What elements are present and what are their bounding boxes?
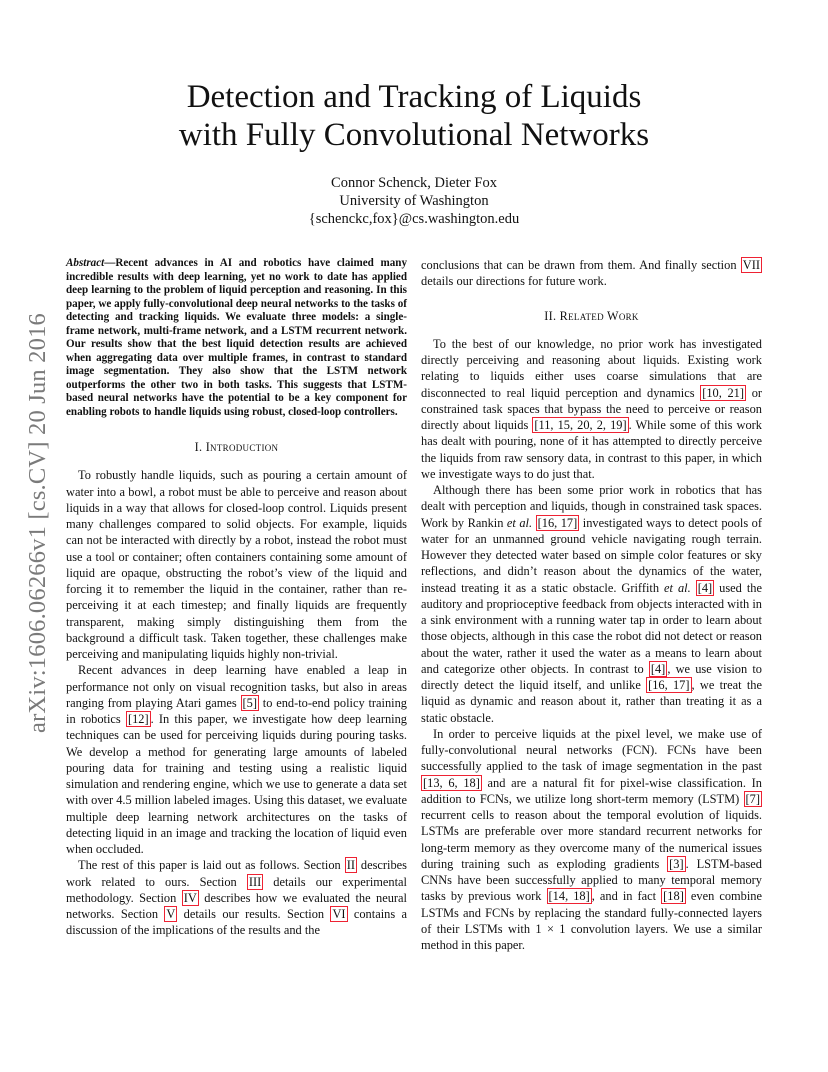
right-column (421, 257, 762, 953)
section-link[interactable]: V (166, 907, 176, 921)
citation-link[interactable]: [14, 18] (548, 889, 590, 904)
citation-link[interactable]: [16, 17] (537, 515, 578, 530)
citation-link[interactable]: [5] (242, 695, 257, 710)
section-heading-introduction: I. Introduction (194, 440, 279, 454)
citation-link[interactable]: [18] (663, 889, 684, 904)
citation-link[interactable]: [13, 6, 18] (423, 775, 480, 790)
arxiv-identifier-stamp (20, 288, 56, 758)
title-line-1: Detection and Tracking of Liquids (186, 79, 642, 115)
author-affiliation: University of Washington (339, 193, 489, 209)
author-email: {schenckc,fox}@cs.washington.edu (308, 211, 520, 227)
section-link[interactable]: II (346, 858, 355, 873)
citation-link[interactable]: [16, 17] (648, 678, 690, 692)
section-link[interactable]: VII (742, 258, 760, 272)
citation-link[interactable]: [4] (650, 661, 666, 676)
intro-paragraph-3: The rest of this paper is laid out as follows. Section II describes work related to ours. Section III details our experimental methodology. Section IV describes how we evaluated the neural networks. Section V details our results. Section VI contains a discussion of the implications of the results and the (66, 858, 408, 938)
abstract (66, 257, 407, 419)
citation-link[interactable]: [10, 21] (702, 385, 745, 400)
arxiv-id-text: arXiv:1606.06266v1 [cs.CV] 20 Jun 2016 (24, 313, 51, 733)
left-column (66, 257, 407, 939)
citation-link[interactable]: [3] (669, 856, 684, 871)
abstract-label: Abstract (66, 257, 105, 269)
section-heading-related-work: II. Related Work (544, 308, 639, 323)
section-link[interactable]: VI (332, 907, 346, 921)
citation-link[interactable]: [11, 15, 20, 2, 19] (534, 418, 627, 432)
author-block (100, 174, 728, 228)
citation-link[interactable]: [7] (745, 791, 760, 806)
related-paragraph-2: Although there has been some prior work in robotics that has dealt with perception and liquids, though in constrained task spaces. Work by Rankin et al. [16, 17] investigated ways to detect pools of water for an unmanned ground vehicle navigating rough terrain. However they detected water based on simple color features or sky reflections, and didn’t reason about the dynamics of the water, instead treating it as a static obstacle. Griffith et al. [4] used the auditory and proprioceptive feedback from objects interacted with in a sink environment with a running water tap in order to learn about those objects, although in this case the robot did not detect or reason about the water, rather it used the water as a means to learn about and categorize other objects. In contrast to [4] , we use vision to directly detect the liquid itself, and unlike [16, 17] , we treat the liquid as dynamic and reason about it, rather than treating it as a static obstacle. (421, 483, 763, 725)
title-line-2: with Fully Convolutional Networks (178, 117, 650, 153)
paper-title (100, 78, 728, 154)
section-link[interactable]: IV (183, 890, 197, 905)
intro-paragraph-1: To robustly handle liquids, such as pouring a certain amount of water into a bowl, a robot must be able to perceive and reason about liquids in a way that allows for closed-loop control. Liquids present many challenges compared to solid objects. For example, liquids can not be interacted with directly by a robot, instead the robot must use a tool or container; often containers containing some amount of liquid are opaque, obstructing the robot’s view of the liquid and forcing it to remember the liquid in the container, rather than re-perceiving it at each timestep; and finally liquids are frequently transparent, making simply distinguishing them from the background a difficult task. Taken together, these challenges make perceiving and manipulating liquids highly non-trivial. (66, 468, 407, 661)
related-paragraph-1: To the best of our knowledge, no prior work has investigated directly perceiving and reasoning about liquids. Existing work relating to liquids either uses coarse simulations that are disconnected to real liquid perception and dynamics [10, 21] or constrained task spaces that bypass the need to perceive or reason directly about liquids [11, 15, 20, 2, 19] . While some of this work has dealt with pouring, none of it has attempted to directly perceive the liquids from raw sensory data, in contrast to this paper, in which we investigate ways to do just that. (421, 336, 763, 481)
citation-link[interactable]: [4] (697, 580, 713, 595)
section-link[interactable]: III (248, 874, 262, 889)
author-names: Connor Schenck, Dieter Fox (331, 175, 497, 191)
intro-paragraph-2: Recent advances in deep learning have enabled a leap in performance not only on visual recognition tasks, but also in areas ranging from playing Atari games [5] to end-to-end policy training in robotics [12] . In this paper, we investigate how deep learning techniques can be used for perceiving liquids during pouring tasks. We develop a method for generating large amounts of labeled pouring data for training and testing using a realistic liquid simulation and rendering engine, which we use to generate a data set with over 4.5 million labeled images. Using this dataset, we evaluate multiple deep learning network architectures on the tasks of detecting liquid in an image and tracking the location of liquid even when occluded. (66, 663, 408, 856)
intro-paragraph-3-continued: conclusions that can be drawn from them. And finally section VII details our directions for future work. (421, 258, 760, 289)
citation-link[interactable]: [12] (127, 712, 149, 726)
abstract-text: —Recent advances in AI and robotics have claimed many incredible results with deep learning, yet no work to date has applied deep learning to the problem of liquid perception and reasoning. In this paper, we apply fully-convolutional deep neural networks to the tasks of detecting and tracking liquids. We evaluate three models: a single-frame network, multi-frame network, and a LSTM recurrent network. Our results show that the best liquid detection results are achieved when aggregating data over multiple frames, in contrast to standard image segmentation. They also show that the LSTM network outperforms the other two in both tasks. This suggests that LSTM-based neural networks have the potential to be a key component for enabling robots to handle liquids using robust, closed-loop controllers. (66, 257, 407, 418)
related-paragraph-3: In order to perceive liquids at the pixel level, we make use of fully-convolutional neural networks (FCN). FCNs have been successfully applied to the task of image segmentation in the past [13, 6, 18] and are a natural fit for pixel-wise classification. In addition to FCNs, we utilize long short-term memory (LSTM) [7] recurrent cells to reason about the temporal evolution of liquids. LSTMs are preferable over more standard recurrent networks for long-term memory as they overcome many of the numerical issues during training such as exploding gradients [3] . LSTM-based CNNs have been successfully applied to many temporal memory tasks by previous work [14, 18] , and in fact [18] even combine LSTMs and FCNs by replacing the standard fully-connected layers of their LSTMs with 1 × 1 convolution layers. We use a similar method in this paper. (421, 726, 762, 952)
